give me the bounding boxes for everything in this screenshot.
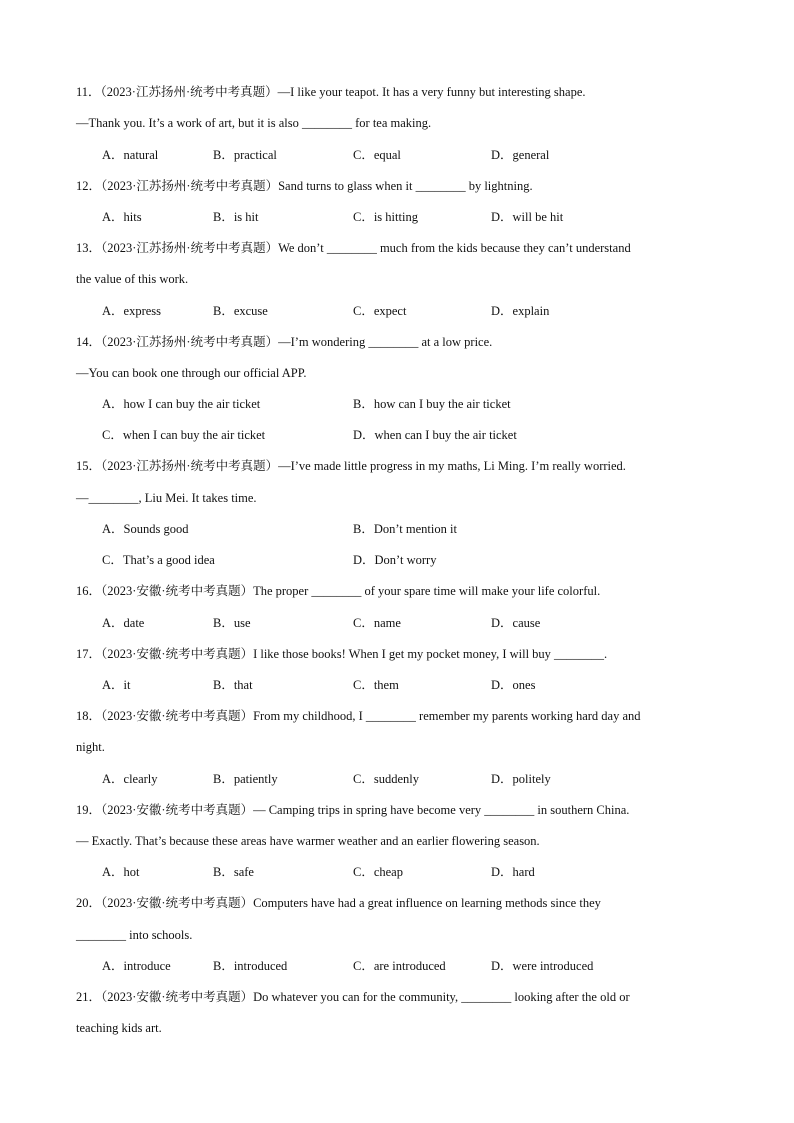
question-14-option-a[interactable]: A．how I can buy the air ticket	[102, 397, 261, 411]
question-19-option-c[interactable]: C．cheap	[353, 865, 403, 879]
question-16-option-c[interactable]: C．name	[353, 616, 401, 630]
question-19-line-1: 19．（2023·安徽·统考中考真题）— Camping trips in spring have become very ________ in southern China.	[76, 803, 630, 817]
question-12-option-a[interactable]: A．hits	[102, 210, 142, 224]
question-20-line-2: ________ into schools.	[76, 928, 193, 942]
question-17-line-1: 17．（2023·安徽·统考中考真题）I like those books! When I get my pocket money, I will buy ________.	[76, 647, 608, 661]
question-19-option-b[interactable]: B．safe	[213, 865, 254, 879]
question-12-option-d[interactable]: D．will be hit	[491, 210, 564, 224]
question-16-option-b[interactable]: B．use	[213, 616, 251, 630]
question-11-option-d[interactable]: D．general	[491, 148, 550, 162]
question-13-option-d[interactable]: D．explain	[491, 304, 550, 318]
question-21-line-2: teaching kids art.	[76, 1021, 162, 1035]
question-20-option-a[interactable]: A．introduce	[102, 959, 171, 973]
question-11-option-a[interactable]: A．natural	[102, 148, 159, 162]
question-12-option-c[interactable]: C．is hitting	[353, 210, 418, 224]
question-17-option-a[interactable]: A．it	[102, 678, 131, 692]
question-19-option-a[interactable]: A．hot	[102, 865, 140, 879]
question-17-option-d[interactable]: D．ones	[491, 678, 536, 692]
question-16-option-a[interactable]: A．date	[102, 616, 145, 630]
question-12-line-1: 12．（2023·江苏扬州·统考中考真题）Sand turns to glass when it ________ by lightning.	[76, 179, 533, 193]
question-20-line-1: 20．（2023·安徽·统考中考真题）Computers have had a great influence on learning methods since they	[76, 896, 601, 910]
question-14-option-d[interactable]: D．when can I buy the air ticket	[353, 428, 517, 442]
question-15-option-a[interactable]: A．Sounds good	[102, 522, 189, 536]
question-18-option-b[interactable]: B．patiently	[213, 772, 278, 786]
question-20-option-d[interactable]: D．were introduced	[491, 959, 594, 973]
question-16-line-1: 16．（2023·安徽·统考中考真题）The proper ________ of your spare time will make your life colorful.	[76, 584, 601, 598]
question-14-line-2: —You can book one through our official APP.	[76, 366, 307, 380]
question-20-option-b[interactable]: B．introduced	[213, 959, 288, 973]
question-18-line-2: night.	[76, 740, 105, 754]
question-14-option-c[interactable]: C．when I can buy the air ticket	[102, 428, 266, 442]
question-15-line-2: —________, Liu Mei. It takes time.	[76, 491, 257, 505]
question-20-option-c[interactable]: C．are introduced	[353, 959, 446, 973]
question-18-line-1: 18．（2023·安徽·统考中考真题）From my childhood, I ________ remember my parents working hard day and	[76, 709, 641, 723]
question-13-option-b[interactable]: B．excuse	[213, 304, 268, 318]
question-18-option-c[interactable]: C．suddenly	[353, 772, 419, 786]
question-11-line-1: 11．（2023·江苏扬州·统考中考真题）—I like your teapot. It has a very funny but interesting shape.	[76, 85, 586, 99]
question-11-line-2: —Thank you. It’s a work of art, but it is also ________ for tea making.	[76, 116, 432, 130]
question-14-option-b[interactable]: B．how can I buy the air ticket	[353, 397, 511, 411]
question-15-line-1: 15．（2023·江苏扬州·统考中考真题）—I’ve made little progress in my maths, Li Ming. I’m really worried.	[76, 459, 626, 473]
question-16-option-d[interactable]: D．cause	[491, 616, 541, 630]
question-13-line-2: the value of this work.	[76, 272, 189, 286]
question-14-line-1: 14．（2023·江苏扬州·统考中考真题）—I’m wondering ________ at a low price.	[76, 335, 493, 349]
question-17-option-b[interactable]: B．that	[213, 678, 253, 692]
question-15-option-d[interactable]: D．Don’t worry	[353, 553, 437, 567]
question-21-line-1: 21．（2023·安徽·统考中考真题）Do whatever you can for the community, ________ looking after the old or	[76, 990, 630, 1004]
question-18-option-a[interactable]: A．clearly	[102, 772, 158, 786]
question-13-option-c[interactable]: C．expect	[353, 304, 407, 318]
question-17-option-c[interactable]: C．them	[353, 678, 399, 692]
question-19-option-d[interactable]: D．hard	[491, 865, 535, 879]
question-15-option-b[interactable]: B．Don’t mention it	[353, 522, 457, 536]
question-11-option-c[interactable]: C．equal	[353, 148, 401, 162]
question-15-option-c[interactable]: C．That’s a good idea	[102, 553, 215, 567]
question-13-line-1: 13．（2023·江苏扬州·统考中考真题）We don’t ________ much from the kids because they can’t understand	[76, 241, 631, 255]
question-18-option-d[interactable]: D．politely	[491, 772, 551, 786]
question-12-option-b[interactable]: B．is hit	[213, 210, 259, 224]
question-19-line-2: — Exactly. That’s because these areas have warmer weather and an earlier flowering season.	[76, 834, 540, 848]
question-11-option-b[interactable]: B．practical	[213, 148, 277, 162]
question-13-option-a[interactable]: A．express	[102, 304, 162, 318]
